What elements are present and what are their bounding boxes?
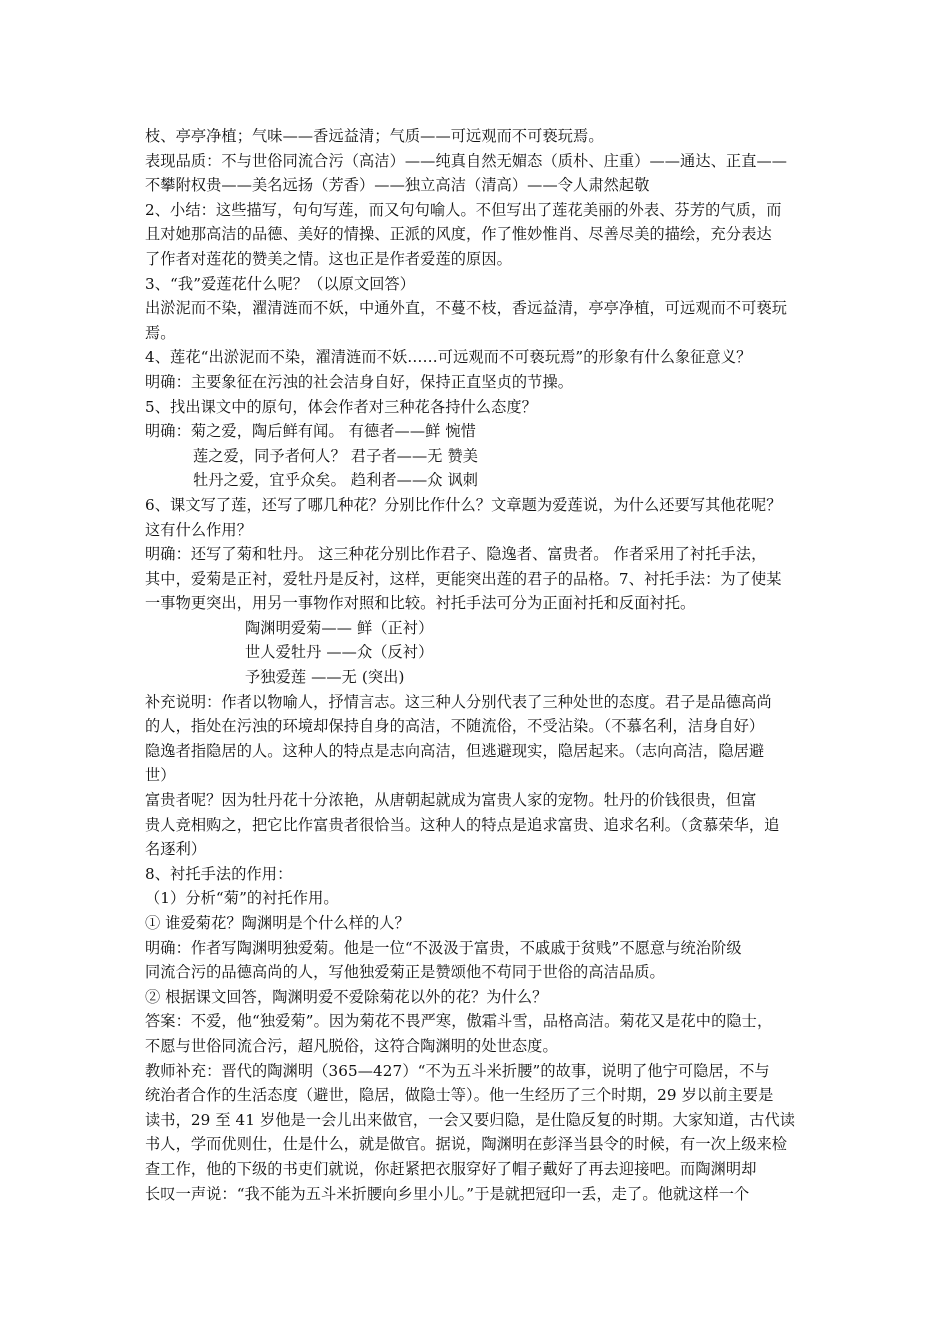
- text-line: 牡丹之爱，宜乎众矣。 趋利者——众 讽刺: [193, 471, 479, 490]
- text-line: 陶渊明爱菊—— 鲜（正衬）: [245, 618, 434, 637]
- text-line: 明确：作者写陶渊明独爱菊。他是一位“不汲汲于富贵，不戚戚于贫贱”不愿意与统治阶级: [145, 938, 742, 957]
- text-line: 莲之爱，同予者何人？ 君子者——无 赞美: [193, 446, 479, 465]
- text-line: ① 谁爱菊花？陶渊明是个什么样的人？: [145, 914, 410, 932]
- text-line: 读书，29 至 41 岁他是一会儿出来做官，一会又要归隐，是仕隐反复的时期。大家知道，古代读: [145, 1110, 796, 1129]
- document-page: [145, 124, 825, 1206]
- text-line: 3、“我”爱莲花什么呢？（以原文回答）: [145, 274, 416, 293]
- text-line: 不愿与世俗同流合污，超凡脱俗，这符合陶渊明的处世态度。: [145, 1036, 558, 1055]
- text-line: 表现品质：不与世俗同流合污（高洁）——纯真自然无媚态（质朴、庄重）——通达、正直——: [145, 151, 788, 170]
- text-line: 隐逸者指隐居的人。这种人的特点是志向高洁，但逃避现实，隐居起来。（志向高洁，隐居避: [145, 741, 765, 760]
- text-line: 统治者合作的生活态度（避世，隐居，做隐士等）。他一生经历了三个时期，29 岁以前主要是: [145, 1086, 774, 1105]
- text-line: 了作者对莲花的赞美之情。这也正是作者爱莲的原因。: [145, 249, 512, 268]
- text-line: 6、课文写了莲，还写了哪几种花？分别比作什么？文章题为爱莲说，为什么还要写其他花呢？: [145, 495, 782, 514]
- text-line: 4、莲花“出淤泥而不染，濯清涟而不妖……可远观而不可亵玩焉”的形象有什么象征意义？: [145, 348, 752, 367]
- text-line: 且对她那高洁的品德、美好的情操、正派的风度，作了惟妙惟肖、尽善尽美的描绘，充分表达: [145, 225, 772, 244]
- text-line: 枝、亭亭净植；气味——香远益清；气质——可远观而不可亵玩焉。: [145, 127, 604, 145]
- text-line: 焉。: [145, 323, 176, 342]
- text-line: 世）: [145, 766, 176, 785]
- text-line: 查工作，他的下级的书吏们就说，你赶紧把衣服穿好了帽子戴好了再去迎接吧。而陶渊明却: [145, 1159, 757, 1178]
- text-line: 长叹一声说：“我不能为五斗米折腰向乡里小儿。”于是就把冠印一丢，走了。他就这样一个: [145, 1184, 750, 1203]
- text-line: 明确：还写了菊和牡丹。 这三种花分别比作君子、隐逸者、富贵者。 作者采用了衬托手法，: [145, 545, 767, 564]
- text-line: 5、找出课文中的原句，体会作者对三种花各持什么态度？: [145, 397, 537, 416]
- text-line: 明确：主要象征在污浊的社会洁身自好，保持正直坚贞的节操。: [145, 372, 574, 391]
- text-line: 明确：菊之爱，陶后鲜有闻。 有德者——鲜 惋惜: [145, 422, 476, 441]
- text-line: 8、衬托手法的作用：: [145, 864, 293, 883]
- text-line: 这有什么作用？: [145, 520, 253, 539]
- text-line: 贵人竞相购之，把它比作富贵者很恰当。这种人的特点是追求富贵、追求名利。（贪慕荣华，追: [145, 815, 780, 834]
- text-line: 其中，爱菊是正衬，爱牡丹是反衬，这样，更能突出莲的君子的品格。7、衬托手法：为了使某: [145, 569, 782, 588]
- text-line: 答案：不爱，他“独爱菊”。因为菊花不畏严寒，傲霜斗雪，品格高洁。菊花又是花中的隐士，: [145, 1012, 773, 1031]
- text-line: 的人，指处在污浊的环境却保持自身的高洁，不随流俗，不受沾染。（不慕名利，洁身自好）: [145, 717, 765, 736]
- text-line: ② 根据课文回答，陶渊明爱不爱除菊花以外的花？为什么？: [145, 987, 548, 1006]
- text-line: 一事物更突出，用另一事物作对照和比较。衬托手法可分为正面衬托和反面衬托。: [145, 594, 696, 613]
- text-line: 同流合污的品德高尚的人，写他独爱菊正是赞颂他不苟同于世俗的高洁品质。: [145, 963, 665, 982]
- text-line: 补充说明：作者以物喻人，抒情言志。这三种人分别代表了三种处世的态度。君子是品德高尚: [145, 692, 772, 711]
- text-line: 名逐利）: [145, 840, 207, 859]
- text-line: 富贵者呢？因为牡丹花十分浓艳，从唐朝起就成为富贵人家的宠物。牡丹的价钱很贵，但富: [145, 791, 757, 810]
- text-line: 2、小结：这些描写，句句写莲，而又句句喻人。不但写出了莲花美丽的外表、芬芳的气质，而: [145, 200, 782, 219]
- text-line: （1）分析“菊”的衬托作用。: [145, 889, 339, 908]
- text-line: 世人爱牡丹 ——众（反衬）: [245, 643, 434, 662]
- text-line: 予独爱莲 ——无 (突出): [245, 668, 405, 687]
- text-line: 不攀附权贵——美名远扬（芳香）——独立高洁（清高）——令人肃然起敬: [145, 176, 650, 195]
- text-line: 书人，学而优则仕，仕是什么，就是做官。据说，陶渊明在彭泽当县令的时候，有一次上级来检: [145, 1135, 788, 1154]
- text-line: 教师补充：晋代的陶渊明（365—427）“不为五斗米折腰”的故事，说明了他宁可隐居，不与: [145, 1061, 770, 1080]
- text-line: 出淤泥而不染，濯清涟而不妖，中通外直，不蔓不枝，香远益清，亭亭净植，可远观而不可亵玩: [145, 299, 788, 318]
